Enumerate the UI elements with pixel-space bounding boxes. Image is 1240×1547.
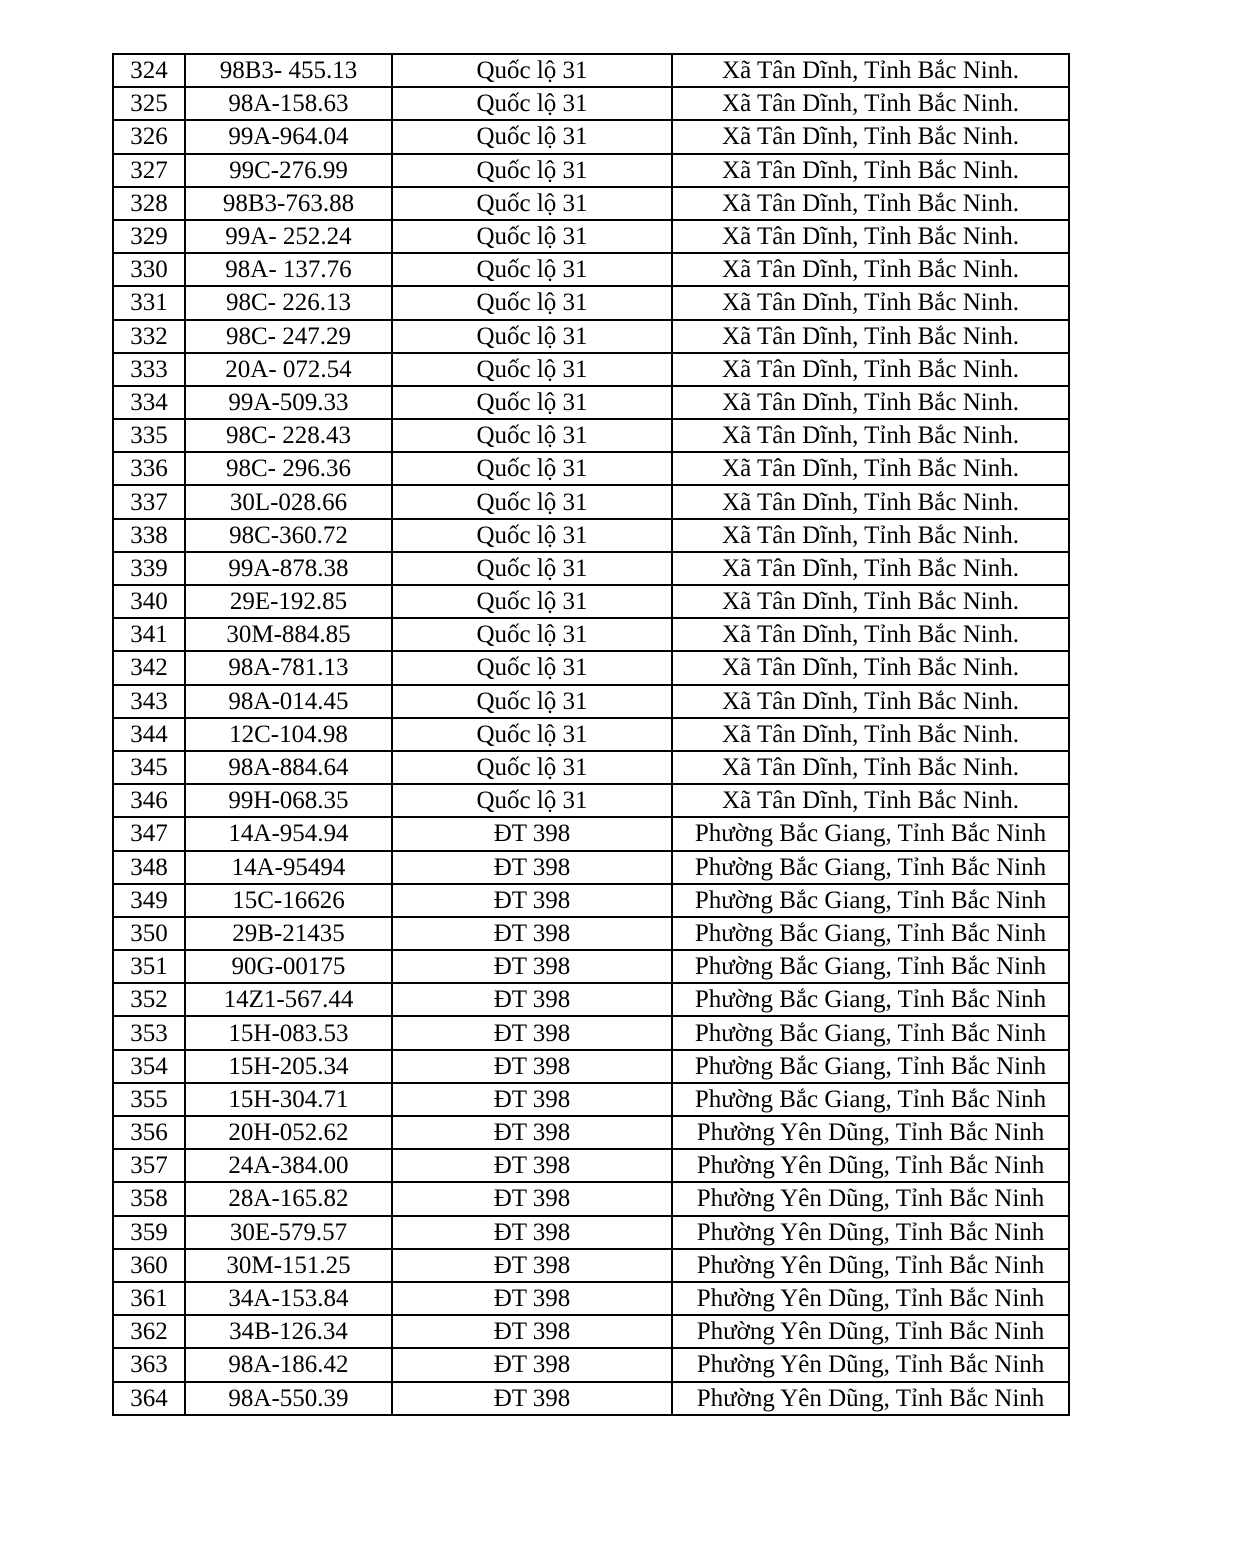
table-row xyxy=(113,1016,1069,1049)
location-cell: Phường Bắc Giang, Tỉnh Bắc Ninh xyxy=(672,817,1069,850)
row-number-cell: 361 xyxy=(113,1282,185,1315)
road-cell: ĐT 398 xyxy=(392,1083,672,1116)
location-cell: Xã Tân Dĩnh, Tỉnh Bắc Ninh. xyxy=(672,187,1069,220)
table-row xyxy=(113,419,1069,452)
road-cell: ĐT 398 xyxy=(392,1016,672,1049)
row-number-cell: 341 xyxy=(113,618,185,651)
table-row xyxy=(113,651,1069,684)
location-cell: Xã Tân Dĩnh, Tỉnh Bắc Ninh. xyxy=(672,386,1069,419)
row-number-cell: 363 xyxy=(113,1348,185,1381)
license-plate-cell: 30M-151.25 xyxy=(185,1249,392,1282)
table-row xyxy=(113,1282,1069,1315)
road-cell: Quốc lộ 31 xyxy=(392,87,672,120)
row-number-cell: 326 xyxy=(113,120,185,153)
road-cell: ĐT 398 xyxy=(392,1116,672,1149)
location-cell: Xã Tân Dĩnh, Tỉnh Bắc Ninh. xyxy=(672,452,1069,485)
row-number-cell: 351 xyxy=(113,950,185,983)
location-cell: Xã Tân Dĩnh, Tỉnh Bắc Ninh. xyxy=(672,651,1069,684)
license-plate-cell: 98A-550.39 xyxy=(185,1382,392,1415)
license-plate-cell: 99A- 252.24 xyxy=(185,220,392,253)
location-cell: Xã Tân Dĩnh, Tỉnh Bắc Ninh. xyxy=(672,419,1069,452)
road-cell: ĐT 398 xyxy=(392,1348,672,1381)
license-plate-cell: 20A- 072.54 xyxy=(185,353,392,386)
row-number-cell: 349 xyxy=(113,884,185,917)
table-row xyxy=(113,884,1069,917)
location-cell: Xã Tân Dĩnh, Tỉnh Bắc Ninh. xyxy=(672,154,1069,187)
license-plate-cell: 98C- 226.13 xyxy=(185,286,392,319)
table-row xyxy=(113,1382,1069,1415)
road-cell: Quốc lộ 31 xyxy=(392,154,672,187)
location-cell: Phường Bắc Giang, Tỉnh Bắc Ninh xyxy=(672,950,1069,983)
location-cell: Phường Bắc Giang, Tỉnh Bắc Ninh xyxy=(672,1050,1069,1083)
license-plate-cell: 98A-781.13 xyxy=(185,651,392,684)
license-plate-cell: 99C-276.99 xyxy=(185,154,392,187)
row-number-cell: 358 xyxy=(113,1182,185,1215)
license-plate-cell: 24A-384.00 xyxy=(185,1149,392,1182)
table-row xyxy=(113,751,1069,784)
row-number-cell: 360 xyxy=(113,1249,185,1282)
row-number-cell: 335 xyxy=(113,419,185,452)
table-row xyxy=(113,851,1069,884)
road-cell: Quốc lộ 31 xyxy=(392,685,672,718)
location-cell: Xã Tân Dĩnh, Tỉnh Bắc Ninh. xyxy=(672,485,1069,518)
road-cell: ĐT 398 xyxy=(392,1382,672,1415)
row-number-cell: 355 xyxy=(113,1083,185,1116)
table-row xyxy=(113,485,1069,518)
row-number-cell: 350 xyxy=(113,917,185,950)
table-row xyxy=(113,1216,1069,1249)
row-number-cell: 340 xyxy=(113,585,185,618)
table-row xyxy=(113,1249,1069,1282)
road-cell: ĐT 398 xyxy=(392,851,672,884)
license-plate-cell: 30M-884.85 xyxy=(185,618,392,651)
license-plate-cell: 14Z1-567.44 xyxy=(185,983,392,1016)
row-number-cell: 338 xyxy=(113,519,185,552)
location-cell: Xã Tân Dĩnh, Tỉnh Bắc Ninh. xyxy=(672,585,1069,618)
row-number-cell: 343 xyxy=(113,685,185,718)
road-cell: Quốc lộ 31 xyxy=(392,718,672,751)
row-number-cell: 342 xyxy=(113,651,185,684)
table-row xyxy=(113,220,1069,253)
table-row xyxy=(113,154,1069,187)
table-row xyxy=(113,1182,1069,1215)
table-row xyxy=(113,585,1069,618)
road-cell: Quốc lộ 31 xyxy=(392,353,672,386)
row-number-cell: 327 xyxy=(113,154,185,187)
table-row xyxy=(113,784,1069,817)
row-number-cell: 329 xyxy=(113,220,185,253)
road-cell: Quốc lộ 31 xyxy=(392,320,672,353)
row-number-cell: 357 xyxy=(113,1149,185,1182)
table-row xyxy=(113,1083,1069,1116)
road-cell: Quốc lộ 31 xyxy=(392,751,672,784)
table-row xyxy=(113,950,1069,983)
license-plate-cell: 14A-954.94 xyxy=(185,817,392,850)
location-cell: Phường Yên Dũng, Tỉnh Bắc Ninh xyxy=(672,1182,1069,1215)
location-cell: Phường Yên Dũng, Tỉnh Bắc Ninh xyxy=(672,1116,1069,1149)
license-plate-cell: 98A-014.45 xyxy=(185,685,392,718)
location-cell: Phường Yên Dũng, Tỉnh Bắc Ninh xyxy=(672,1282,1069,1315)
road-cell: Quốc lộ 31 xyxy=(392,419,672,452)
road-cell: Quốc lộ 31 xyxy=(392,784,672,817)
license-plate-cell: 15C-16626 xyxy=(185,884,392,917)
license-plate-cell: 99A-509.33 xyxy=(185,386,392,419)
location-cell: Xã Tân Dĩnh, Tỉnh Bắc Ninh. xyxy=(672,618,1069,651)
location-cell: Phường Yên Dũng, Tỉnh Bắc Ninh xyxy=(672,1348,1069,1381)
license-plate-cell: 29B-21435 xyxy=(185,917,392,950)
license-plate-cell: 98A-158.63 xyxy=(185,87,392,120)
license-plate-cell: 15H-083.53 xyxy=(185,1016,392,1049)
row-number-cell: 344 xyxy=(113,718,185,751)
license-plate-cell: 28A-165.82 xyxy=(185,1182,392,1215)
license-plate-cell: 98C-360.72 xyxy=(185,519,392,552)
location-cell: Xã Tân Dĩnh, Tỉnh Bắc Ninh. xyxy=(672,87,1069,120)
location-cell: Phường Yên Dũng, Tỉnh Bắc Ninh xyxy=(672,1315,1069,1348)
table-row xyxy=(113,618,1069,651)
row-number-cell: 332 xyxy=(113,320,185,353)
location-cell: Xã Tân Dĩnh, Tỉnh Bắc Ninh. xyxy=(672,286,1069,319)
table-row xyxy=(113,286,1069,319)
table-row xyxy=(113,917,1069,950)
location-cell: Phường Yên Dũng, Tỉnh Bắc Ninh xyxy=(672,1249,1069,1282)
license-plate-cell: 30L-028.66 xyxy=(185,485,392,518)
row-number-cell: 328 xyxy=(113,187,185,220)
row-number-cell: 334 xyxy=(113,386,185,419)
license-plate-cell: 98C- 296.36 xyxy=(185,452,392,485)
row-number-cell: 337 xyxy=(113,485,185,518)
location-cell: Xã Tân Dĩnh, Tỉnh Bắc Ninh. xyxy=(672,685,1069,718)
table-row xyxy=(113,1315,1069,1348)
license-plate-cell: 20H-052.62 xyxy=(185,1116,392,1149)
road-cell: ĐT 398 xyxy=(392,1216,672,1249)
table-row xyxy=(113,386,1069,419)
license-plate-cell: 15H-304.71 xyxy=(185,1083,392,1116)
table-row xyxy=(113,353,1069,386)
license-plate-cell: 98A- 137.76 xyxy=(185,253,392,286)
location-cell: Xã Tân Dĩnh, Tỉnh Bắc Ninh. xyxy=(672,54,1069,87)
table-row xyxy=(113,1116,1069,1149)
road-cell: Quốc lộ 31 xyxy=(392,452,672,485)
license-plate-cell: 98A-884.64 xyxy=(185,751,392,784)
table-row xyxy=(113,817,1069,850)
row-number-cell: 354 xyxy=(113,1050,185,1083)
table-row xyxy=(113,87,1069,120)
location-cell: Xã Tân Dĩnh, Tỉnh Bắc Ninh. xyxy=(672,718,1069,751)
license-plate-cell: 99H-068.35 xyxy=(185,784,392,817)
table-row xyxy=(113,187,1069,220)
road-cell: Quốc lộ 31 xyxy=(392,519,672,552)
row-number-cell: 348 xyxy=(113,851,185,884)
row-number-cell: 325 xyxy=(113,87,185,120)
road-cell: ĐT 398 xyxy=(392,1182,672,1215)
license-plate-cell: 98B3- 455.13 xyxy=(185,54,392,87)
row-number-cell: 352 xyxy=(113,983,185,1016)
road-cell: Quốc lộ 31 xyxy=(392,286,672,319)
location-cell: Xã Tân Dĩnh, Tỉnh Bắc Ninh. xyxy=(672,320,1069,353)
table-row xyxy=(113,1348,1069,1381)
road-cell: ĐT 398 xyxy=(392,917,672,950)
row-number-cell: 345 xyxy=(113,751,185,784)
road-cell: Quốc lộ 31 xyxy=(392,120,672,153)
location-cell: Xã Tân Dĩnh, Tỉnh Bắc Ninh. xyxy=(672,253,1069,286)
table-row xyxy=(113,983,1069,1016)
location-cell: Xã Tân Dĩnh, Tỉnh Bắc Ninh. xyxy=(672,519,1069,552)
table-row xyxy=(113,519,1069,552)
location-cell: Phường Yên Dũng, Tỉnh Bắc Ninh xyxy=(672,1216,1069,1249)
road-cell: Quốc lộ 31 xyxy=(392,253,672,286)
row-number-cell: 339 xyxy=(113,552,185,585)
road-cell: ĐT 398 xyxy=(392,1282,672,1315)
location-cell: Phường Bắc Giang, Tỉnh Bắc Ninh xyxy=(672,1083,1069,1116)
table-row xyxy=(113,685,1069,718)
row-number-cell: 359 xyxy=(113,1216,185,1249)
license-plate-cell: 15H-205.34 xyxy=(185,1050,392,1083)
violation-table xyxy=(112,53,1070,1416)
location-cell: Xã Tân Dĩnh, Tỉnh Bắc Ninh. xyxy=(672,751,1069,784)
license-plate-cell: 98C- 228.43 xyxy=(185,419,392,452)
location-cell: Xã Tân Dĩnh, Tỉnh Bắc Ninh. xyxy=(672,784,1069,817)
table-row xyxy=(113,253,1069,286)
table-row xyxy=(113,718,1069,751)
road-cell: Quốc lộ 31 xyxy=(392,187,672,220)
road-cell: Quốc lộ 31 xyxy=(392,220,672,253)
row-number-cell: 331 xyxy=(113,286,185,319)
road-cell: ĐT 398 xyxy=(392,1149,672,1182)
location-cell: Xã Tân Dĩnh, Tỉnh Bắc Ninh. xyxy=(672,353,1069,386)
row-number-cell: 333 xyxy=(113,353,185,386)
road-cell: Quốc lộ 31 xyxy=(392,585,672,618)
road-cell: Quốc lộ 31 xyxy=(392,386,672,419)
location-cell: Phường Bắc Giang, Tỉnh Bắc Ninh xyxy=(672,884,1069,917)
road-cell: ĐT 398 xyxy=(392,1315,672,1348)
location-cell: Phường Yên Dũng, Tỉnh Bắc Ninh xyxy=(672,1382,1069,1415)
location-cell: Xã Tân Dĩnh, Tỉnh Bắc Ninh. xyxy=(672,220,1069,253)
row-number-cell: 362 xyxy=(113,1315,185,1348)
row-number-cell: 346 xyxy=(113,784,185,817)
row-number-cell: 364 xyxy=(113,1382,185,1415)
location-cell: Phường Bắc Giang, Tỉnh Bắc Ninh xyxy=(672,983,1069,1016)
row-number-cell: 356 xyxy=(113,1116,185,1149)
road-cell: ĐT 398 xyxy=(392,884,672,917)
location-cell: Phường Bắc Giang, Tỉnh Bắc Ninh xyxy=(672,917,1069,950)
table-row xyxy=(113,54,1069,87)
license-plate-cell: 99A-964.04 xyxy=(185,120,392,153)
license-plate-cell: 98A-186.42 xyxy=(185,1348,392,1381)
table-row xyxy=(113,1149,1069,1182)
license-plate-cell: 29E-192.85 xyxy=(185,585,392,618)
road-cell: ĐT 398 xyxy=(392,1050,672,1083)
road-cell: Quốc lộ 31 xyxy=(392,485,672,518)
road-cell: Quốc lộ 31 xyxy=(392,651,672,684)
road-cell: Quốc lộ 31 xyxy=(392,618,672,651)
road-cell: Quốc lộ 31 xyxy=(392,552,672,585)
table-row xyxy=(113,320,1069,353)
license-plate-cell: 99A-878.38 xyxy=(185,552,392,585)
location-cell: Xã Tân Dĩnh, Tỉnh Bắc Ninh. xyxy=(672,552,1069,585)
license-plate-cell: 12C-104.98 xyxy=(185,718,392,751)
location-cell: Phường Bắc Giang, Tỉnh Bắc Ninh xyxy=(672,1016,1069,1049)
location-cell: Phường Yên Dũng, Tỉnh Bắc Ninh xyxy=(672,1149,1069,1182)
row-number-cell: 330 xyxy=(113,253,185,286)
license-plate-cell: 34B-126.34 xyxy=(185,1315,392,1348)
table-row xyxy=(113,1050,1069,1083)
row-number-cell: 324 xyxy=(113,54,185,87)
location-cell: Phường Bắc Giang, Tỉnh Bắc Ninh xyxy=(672,851,1069,884)
road-cell: Quốc lộ 31 xyxy=(392,54,672,87)
license-plate-cell: 98C- 247.29 xyxy=(185,320,392,353)
road-cell: ĐT 398 xyxy=(392,950,672,983)
row-number-cell: 336 xyxy=(113,452,185,485)
license-plate-cell: 34A-153.84 xyxy=(185,1282,392,1315)
table-row xyxy=(113,452,1069,485)
row-number-cell: 353 xyxy=(113,1016,185,1049)
row-number-cell: 347 xyxy=(113,817,185,850)
table-row xyxy=(113,552,1069,585)
license-plate-cell: 14A-95494 xyxy=(185,851,392,884)
table-row xyxy=(113,120,1069,153)
license-plate-cell: 30E-579.57 xyxy=(185,1216,392,1249)
table-body xyxy=(113,54,1069,1415)
road-cell: ĐT 398 xyxy=(392,817,672,850)
road-cell: ĐT 398 xyxy=(392,983,672,1016)
license-plate-cell: 90G-00175 xyxy=(185,950,392,983)
road-cell: ĐT 398 xyxy=(392,1249,672,1282)
location-cell: Xã Tân Dĩnh, Tỉnh Bắc Ninh. xyxy=(672,120,1069,153)
license-plate-cell: 98B3-763.88 xyxy=(185,187,392,220)
